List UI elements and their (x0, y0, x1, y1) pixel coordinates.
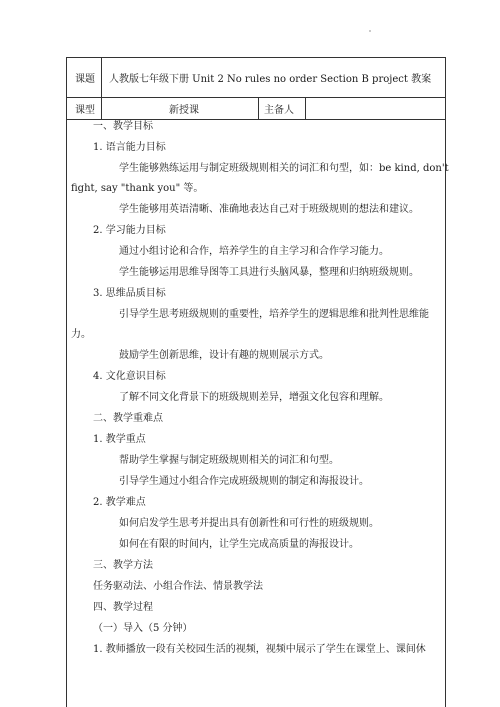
corner-dot (369, 30, 371, 32)
section-heading: 三、教学方法 (93, 560, 153, 571)
subsection-heading: 3. 思维品质目标 (93, 288, 166, 299)
subject-label: 课题 (75, 74, 95, 85)
section-heading: 二、教学重难点 (93, 413, 163, 424)
preparer-label: 主备人 (264, 104, 294, 116)
paragraph-line: 引导学生思考班级规则的重要性，培养学生的逻辑思维和批判性思维能 (119, 309, 429, 320)
paragraph-line: 通过小组讨论和合作，培养学生的自主学习和合作学习能力。 (119, 246, 389, 257)
column-divider (101, 97, 102, 119)
subsection-heading: 2. 教学难点 (93, 497, 146, 508)
paragraph-line: 学生能够熟练运用与制定班级规则相关的词汇和句型，如：be kind, don't (119, 163, 449, 174)
section-heading: 四、教学过程 (93, 602, 153, 613)
paragraph-line: 帮助学生掌握与制定班级规则相关的词汇和句型。 (119, 455, 339, 466)
subject-row (67, 58, 445, 98)
section-heading: 一、教学目标 (93, 121, 153, 132)
column-divider (101, 58, 102, 97)
column-divider (258, 97, 259, 119)
subsection-heading: 2. 学习能力目标 (93, 225, 166, 236)
paragraph-line: fight, say "thank you" 等。 (71, 183, 204, 194)
paragraph-line: 如何启发学生思考并提出具有创新性和可行性的班级规则。 (119, 518, 379, 529)
type-row (67, 97, 445, 120)
paragraph-line: 学生能够运用思维导图等工具进行头脑风暴，整理和归纳班级规则。 (119, 267, 419, 278)
paragraph-line: 力。 (71, 329, 91, 340)
paragraph-line: 引导学生通过小组合作完成班级规则的制定和海报设计。 (119, 476, 369, 487)
paragraph-line: 学生能够用英语清晰、准确地表达自己对于班级规则的想法和建议。 (119, 204, 419, 215)
paragraph-line: 鼓励学生创新思维，设计有趣的规则展示方式。 (119, 350, 329, 361)
column-divider (305, 97, 306, 119)
type-value: 新授课 (169, 104, 199, 116)
subsection-heading: 1. 教学重点 (93, 434, 146, 445)
subsection-heading: 1. 语言能力目标 (93, 142, 166, 153)
subsection-heading: （一）导入（5 分钟） (93, 623, 193, 634)
paragraph-line: 1. 教师播放一段有关校园生活的视频，视频中展示了学生在课堂上、课间休 (93, 644, 426, 655)
lesson-plan-table (66, 57, 449, 707)
subsection-heading: 4. 文化意识目标 (93, 371, 166, 382)
subject-value: 人教版七年级下册 Unit 2 No rules no order Section B project 教案 (109, 74, 432, 85)
type-label: 课型 (75, 104, 95, 116)
paragraph-line: 如何在有限的时间内，让学生完成高质量的海报设计。 (119, 539, 359, 550)
paragraph-line: 了解不同文化背景下的班级规则差异，增强文化包容和理解。 (119, 392, 389, 403)
paragraph-line: 任务驱动法、小组合作法、情景教学法 (93, 581, 263, 592)
